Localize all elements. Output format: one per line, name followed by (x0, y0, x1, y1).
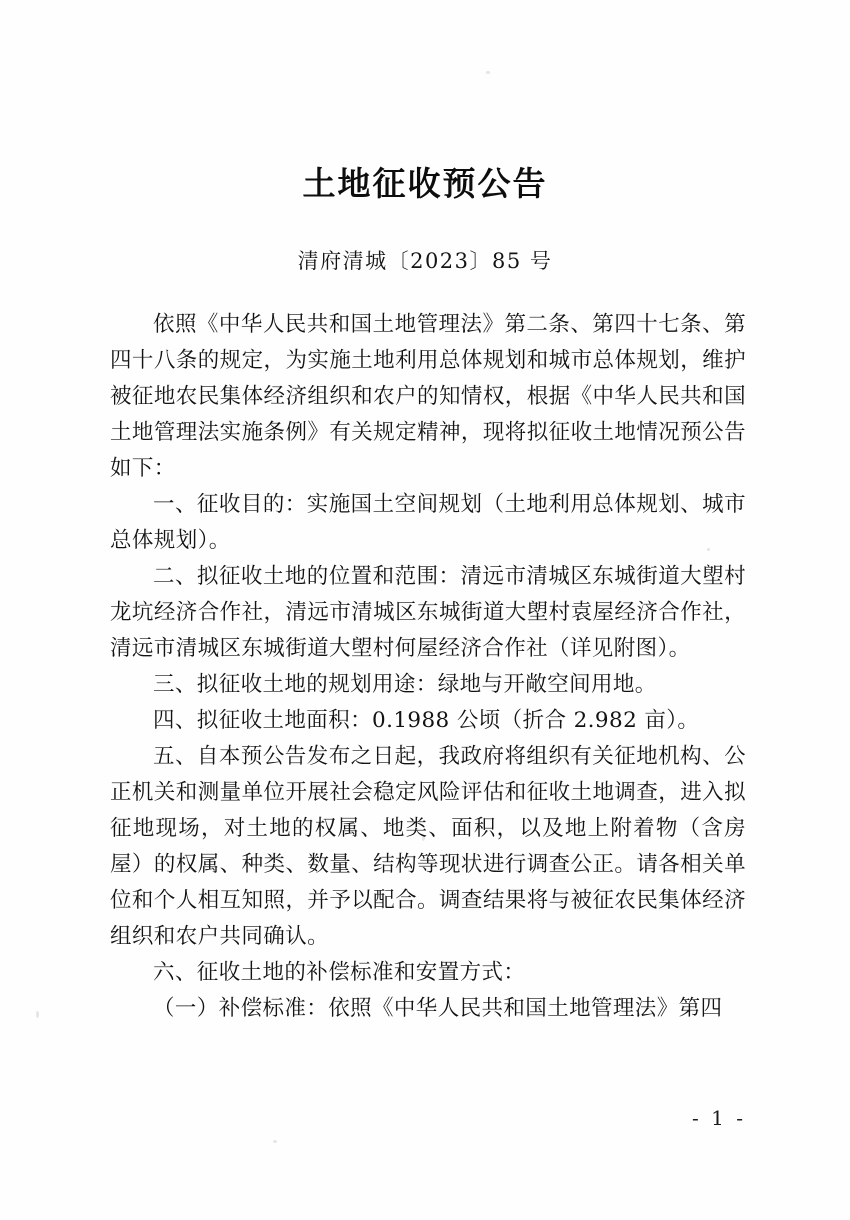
page-number: - 1 - (692, 1106, 746, 1130)
paragraph-item-3: 三、拟征收土地的规划用途：绿地与开敞空间用地。 (153, 672, 657, 697)
paragraph-item-6-1: （一）补偿标准：依照《中华人民共和国土地管理法》第四 (153, 996, 723, 1021)
document-number: 清府清城〔2023〕85 号 (297, 249, 553, 273)
paragraph-item-2: 二、拟征收土地的位置和范围：清远市清城区东城街道大塱村龙坑经济合作社，清远市清城区东城街道大塱村袁屋经济合作社，清远市清城区东城街道大塱村何屋经济合作社（详见附图）。 (110, 564, 746, 661)
paragraph-item-5: 五、自本预公告发布之日起，我政府将组织有关征地机构、公正机关和测量单位开展社会稳定风险评估和征收土地调查，进入拟征地现场，对土地的权属、地类、面积，以及地上附着物（含房屋）的权属、种类、数量、结构等现状进行调查公正。请各相关单位和个人相互知照，并予以配合。调查结果将与被征农民集体经济组织和农户共同确认。 (110, 744, 746, 949)
document-body (110, 307, 746, 1027)
scan-speckle (273, 1140, 277, 1143)
paragraph-item-4: 四、拟征收土地面积：0.1988 公顷（折合 2.982 亩）。 (153, 708, 700, 733)
paragraph-preamble: 依照《中华人民共和国土地管理法》第二条、第四十七条、第四十八条的规定，为实施土地利用总体规划和城市总体规划，维护被征地农民集体经济组织和农户的知情权，根据《中华人民共和国土地管理法实施条例》有关规定精神，现将拟征收土地情况预公告如下： (110, 312, 746, 481)
scan-speckle (486, 71, 490, 74)
page-title: 土地征收预公告 (302, 164, 548, 203)
scan-speckle (36, 1011, 39, 1018)
paragraph-item-1: 一、征收目的：实施国土空间规划（土地利用总体规划、城市总体规划）。 (110, 492, 746, 553)
paragraph-item-6: 六、征收土地的补偿标准和安置方式： (153, 960, 526, 985)
